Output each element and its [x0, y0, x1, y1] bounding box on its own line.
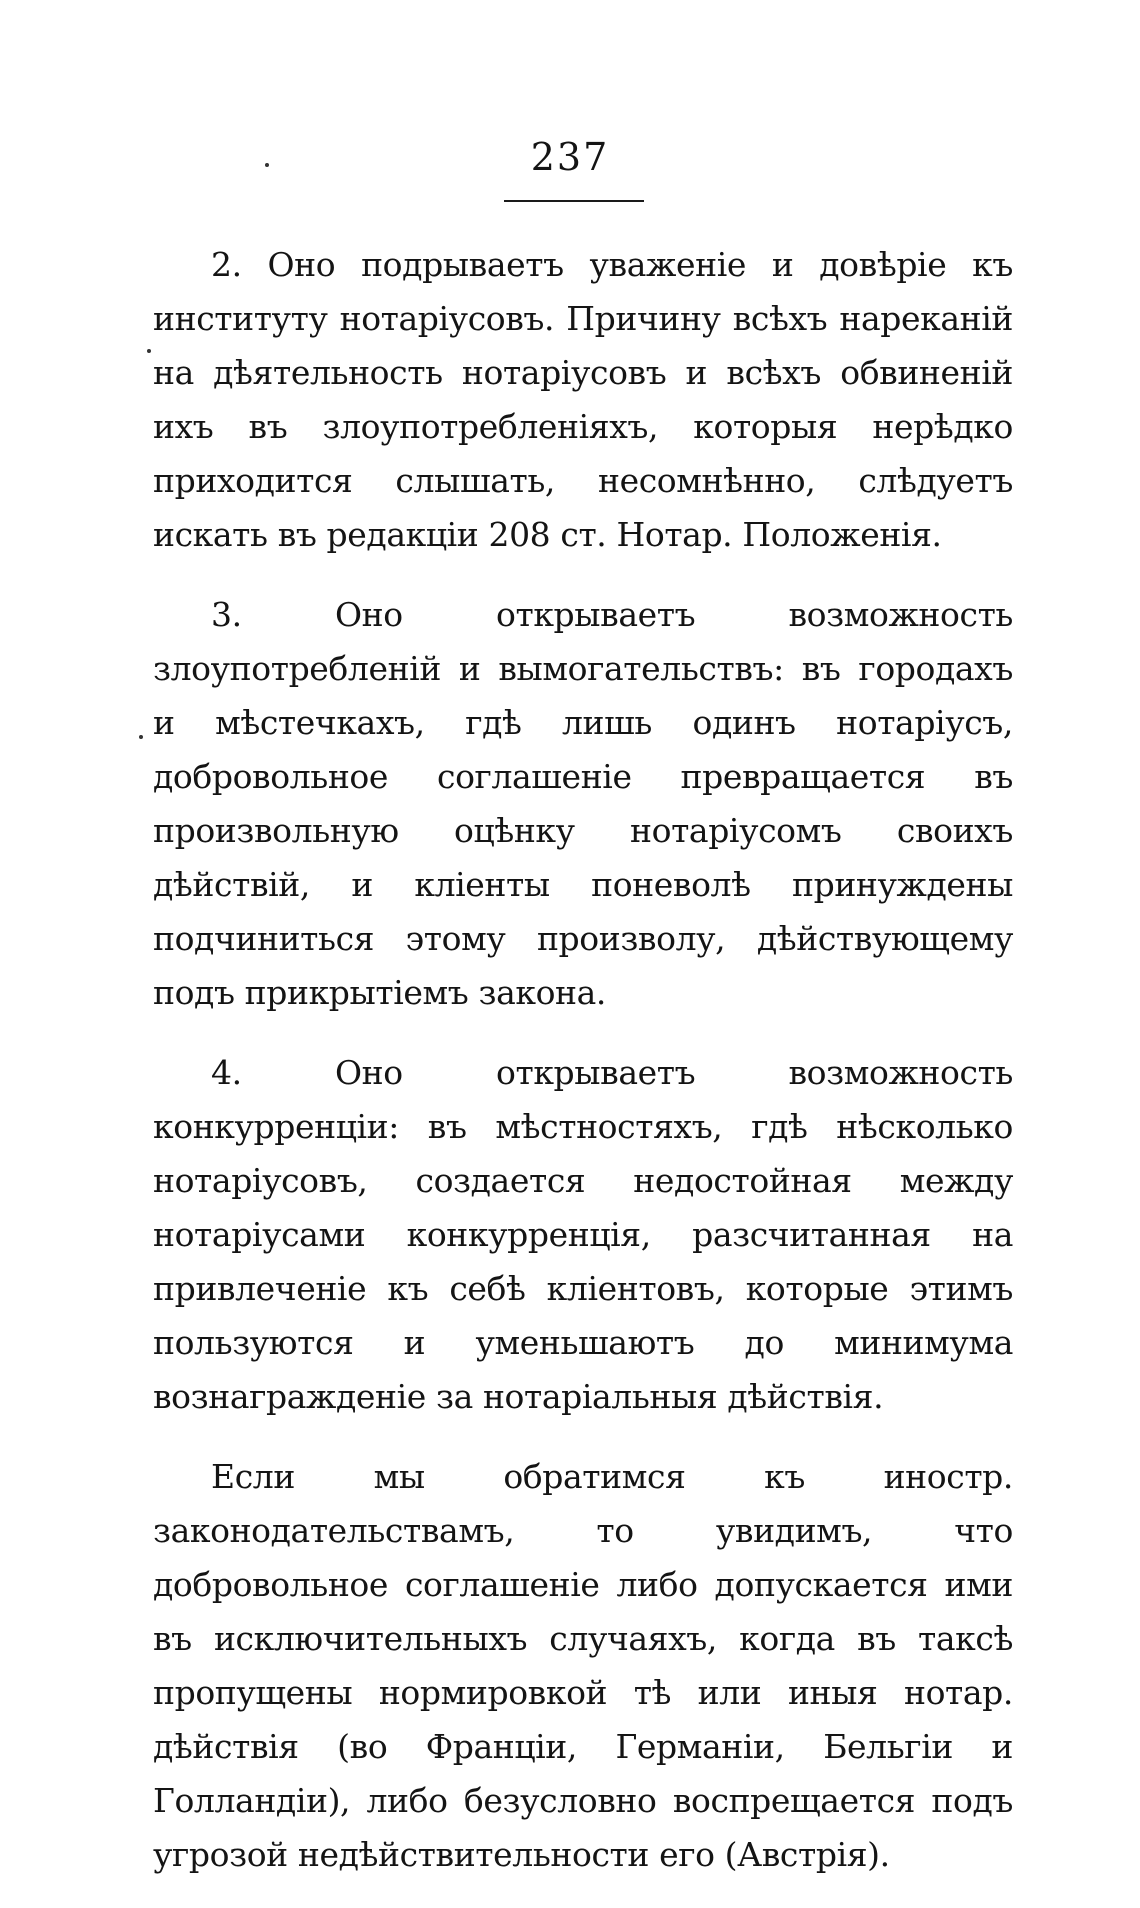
body-text — [153, 238, 1013, 1908]
header-rule — [504, 200, 644, 202]
paragraph-point-2: 2. Оно подрываетъ уваженіе и довѣріе къ институту нотаріусовъ. Причину всѣхъ нареканій на дѣятельность нотаріусовъ и всѣхъ обвиненій ихъ въ злоупотребленіяхъ, которыя нерѣдко приходится слышать, несомнѣнно, слѣдуетъ искать въ редакціи 208 ст. Нотар. Положенія. — [153, 245, 1013, 554]
paragraph-point-4: 4. Оно открываетъ возможность конкурренціи: въ мѣстностяхъ, гдѣ нѣсколько нотаріусовъ, создается недостойная между нотаріусами конкурренція, разсчитанная на привлеченіе къ себѣ кліентовъ, которые этимъ пользуются и уменьшаютъ до минимума вознагражденіе за нотаріальныя дѣйствія. — [153, 1053, 1013, 1416]
page-number: 237 — [530, 135, 610, 179]
scan-speck — [265, 163, 269, 167]
paragraph-point-3: 3. Оно открываетъ возможность злоупотребленій и вымогательствъ: въ городахъ и мѣстечкахъ, гдѣ лишь одинъ нотаріусъ, добровольное соглашеніе превращается въ произвольную оцѣнку нотаріусомъ своихъ дѣйствій, и кліенты поневолѣ принуждены подчиниться этому произволу, дѣйствующему подъ прикрытіемъ закона. — [153, 595, 1013, 1012]
scan-speck — [139, 735, 143, 739]
paragraph-foreign-law: Если мы обратимся къ иностр. законодательствамъ, то увидимъ, что добровольное соглашеніе либо допускается ими въ исключительныхъ случаяхъ, когда въ таксѣ пропущены нормировкой тѣ или иныя нотар. дѣйствія (во Франціи, Германіи, Бельгіи и Голландіи), либо безусловно воспрещается подъ угрозой недѣйствительности его (Австрія). — [153, 1457, 1013, 1874]
scan-speck — [147, 349, 151, 353]
